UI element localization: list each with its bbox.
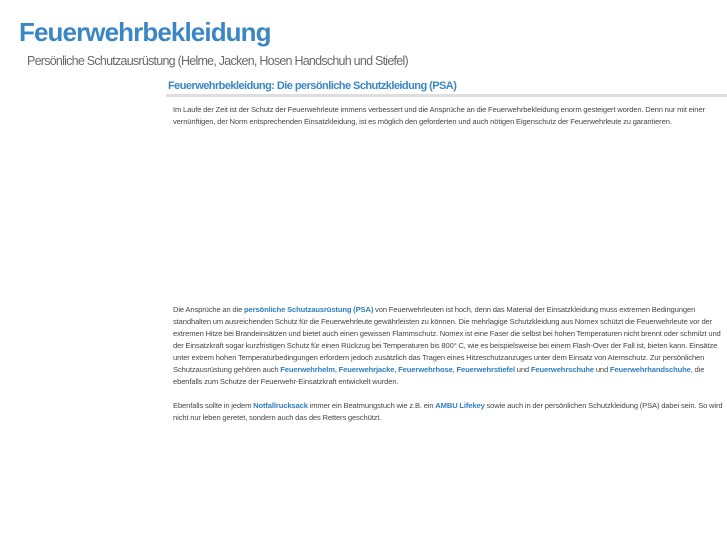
text-segment: immer ein Beatmungstuch wie z.B. ein [307,401,436,410]
link-feuerwehrhose[interactable]: Feuerwehrhose [398,365,453,374]
text-segment: von Feuerwehrleuten ist hoch, denn das Material der Einsatzkleidung muss extremen Bedingungen standhalten um ausreichenden Schutz für die Feuerwehrleute gewährleisten zu können. Die mehrlagige Schutzkleidung aus Nomex schützt die Feuerwehrleute vor der extremen Hitze bei Brandeinsätzen und bietet auch einen gewissen Flammschutz. Nomex ist eine Faser die selbst bei hohen Temperaturen nicht brennt oder schmilzt und der Einsatzkraft sogar kurzfristigen Schutz für einen Rückzug bei Temperaturen bis 800° C, wie es beispielsweise bei einem Flash-Over der Fall ist, bieten kann. Einsätze unter extrem hohen Temperaturbedingungen erfordern jedoch zusätzlich das Tragen eines Hitzeschutzanzuges unter dem Einsatz von Atemschutz. Zur persönlichen Schutzausrüstung gehören auch [173,305,721,374]
intro-paragraph: Im Laufe der Zeit ist der Schutz der Feuerwehrleute immens verbessert und die Ansprüche an die Feuerwehrbekleidung enorm gesteigert worden. Denn nur mit einer vernünftigen, der Norm entsprechenden Einsatzkleidung, ist es möglich den geforderten und auch nötigen Eigenschutz der Feuerwehrleute zu garantieren. [173,105,705,126]
link-psa[interactable]: persönliche Schutzausrüstung (PSA) [243,305,374,314]
section-heading: Feuerwehrbekleidung: Die persönliche Schutzkleidung (PSA) [168,80,457,92]
site-title: Feuerwehrbekleidung [19,17,271,47]
psa-paragraph [166,304,727,388]
link-feuerwehrjacke[interactable]: Feuerwehrjacke [338,365,395,374]
link-feuerwehrhelm[interactable]: Feuerwehrhelm [280,365,335,374]
text-segment: und [514,365,531,374]
text-segment: , [452,365,457,374]
link-feuerwehrhandschuhe[interactable]: Feuerwehrhandschuhe [609,365,691,374]
link-feuerwehrstiefel[interactable]: Feuerwehrstiefel [456,365,515,374]
text-segment: und [594,365,610,374]
text-segment: sowie auch in der persönlichen Schutzkleidung (PSA) dabei sein. So wird nicht nur leben geretet, sondern auch das des Retters geschützt. [173,401,723,422]
notfall-paragraph [166,400,727,424]
link-ambu-lifekey[interactable]: AMBU Lifekey [435,401,485,410]
site-subtitle: Persönliche Schutzausrüstung (Helme, Jacken, Hosen Handschuh und Stiefel) [27,54,408,68]
text-segment: , die ebenfalls zum Schutze der Feuerwehr-Einsatzkraft entwickelt wurden. [173,365,705,386]
heading-divider [166,94,727,97]
text-segment: Die Ansprüche an die [173,305,244,314]
text-segment: Ebenfalls sollte in jedem [173,401,254,410]
link-notfallrucksack[interactable]: Notfallrucksack [253,401,308,410]
text-segment: , [394,365,399,374]
main-content [166,78,727,424]
link-feuerwehrschuhe[interactable]: Feuerwehrschuhe [530,365,595,374]
text-segment: , [334,365,339,374]
